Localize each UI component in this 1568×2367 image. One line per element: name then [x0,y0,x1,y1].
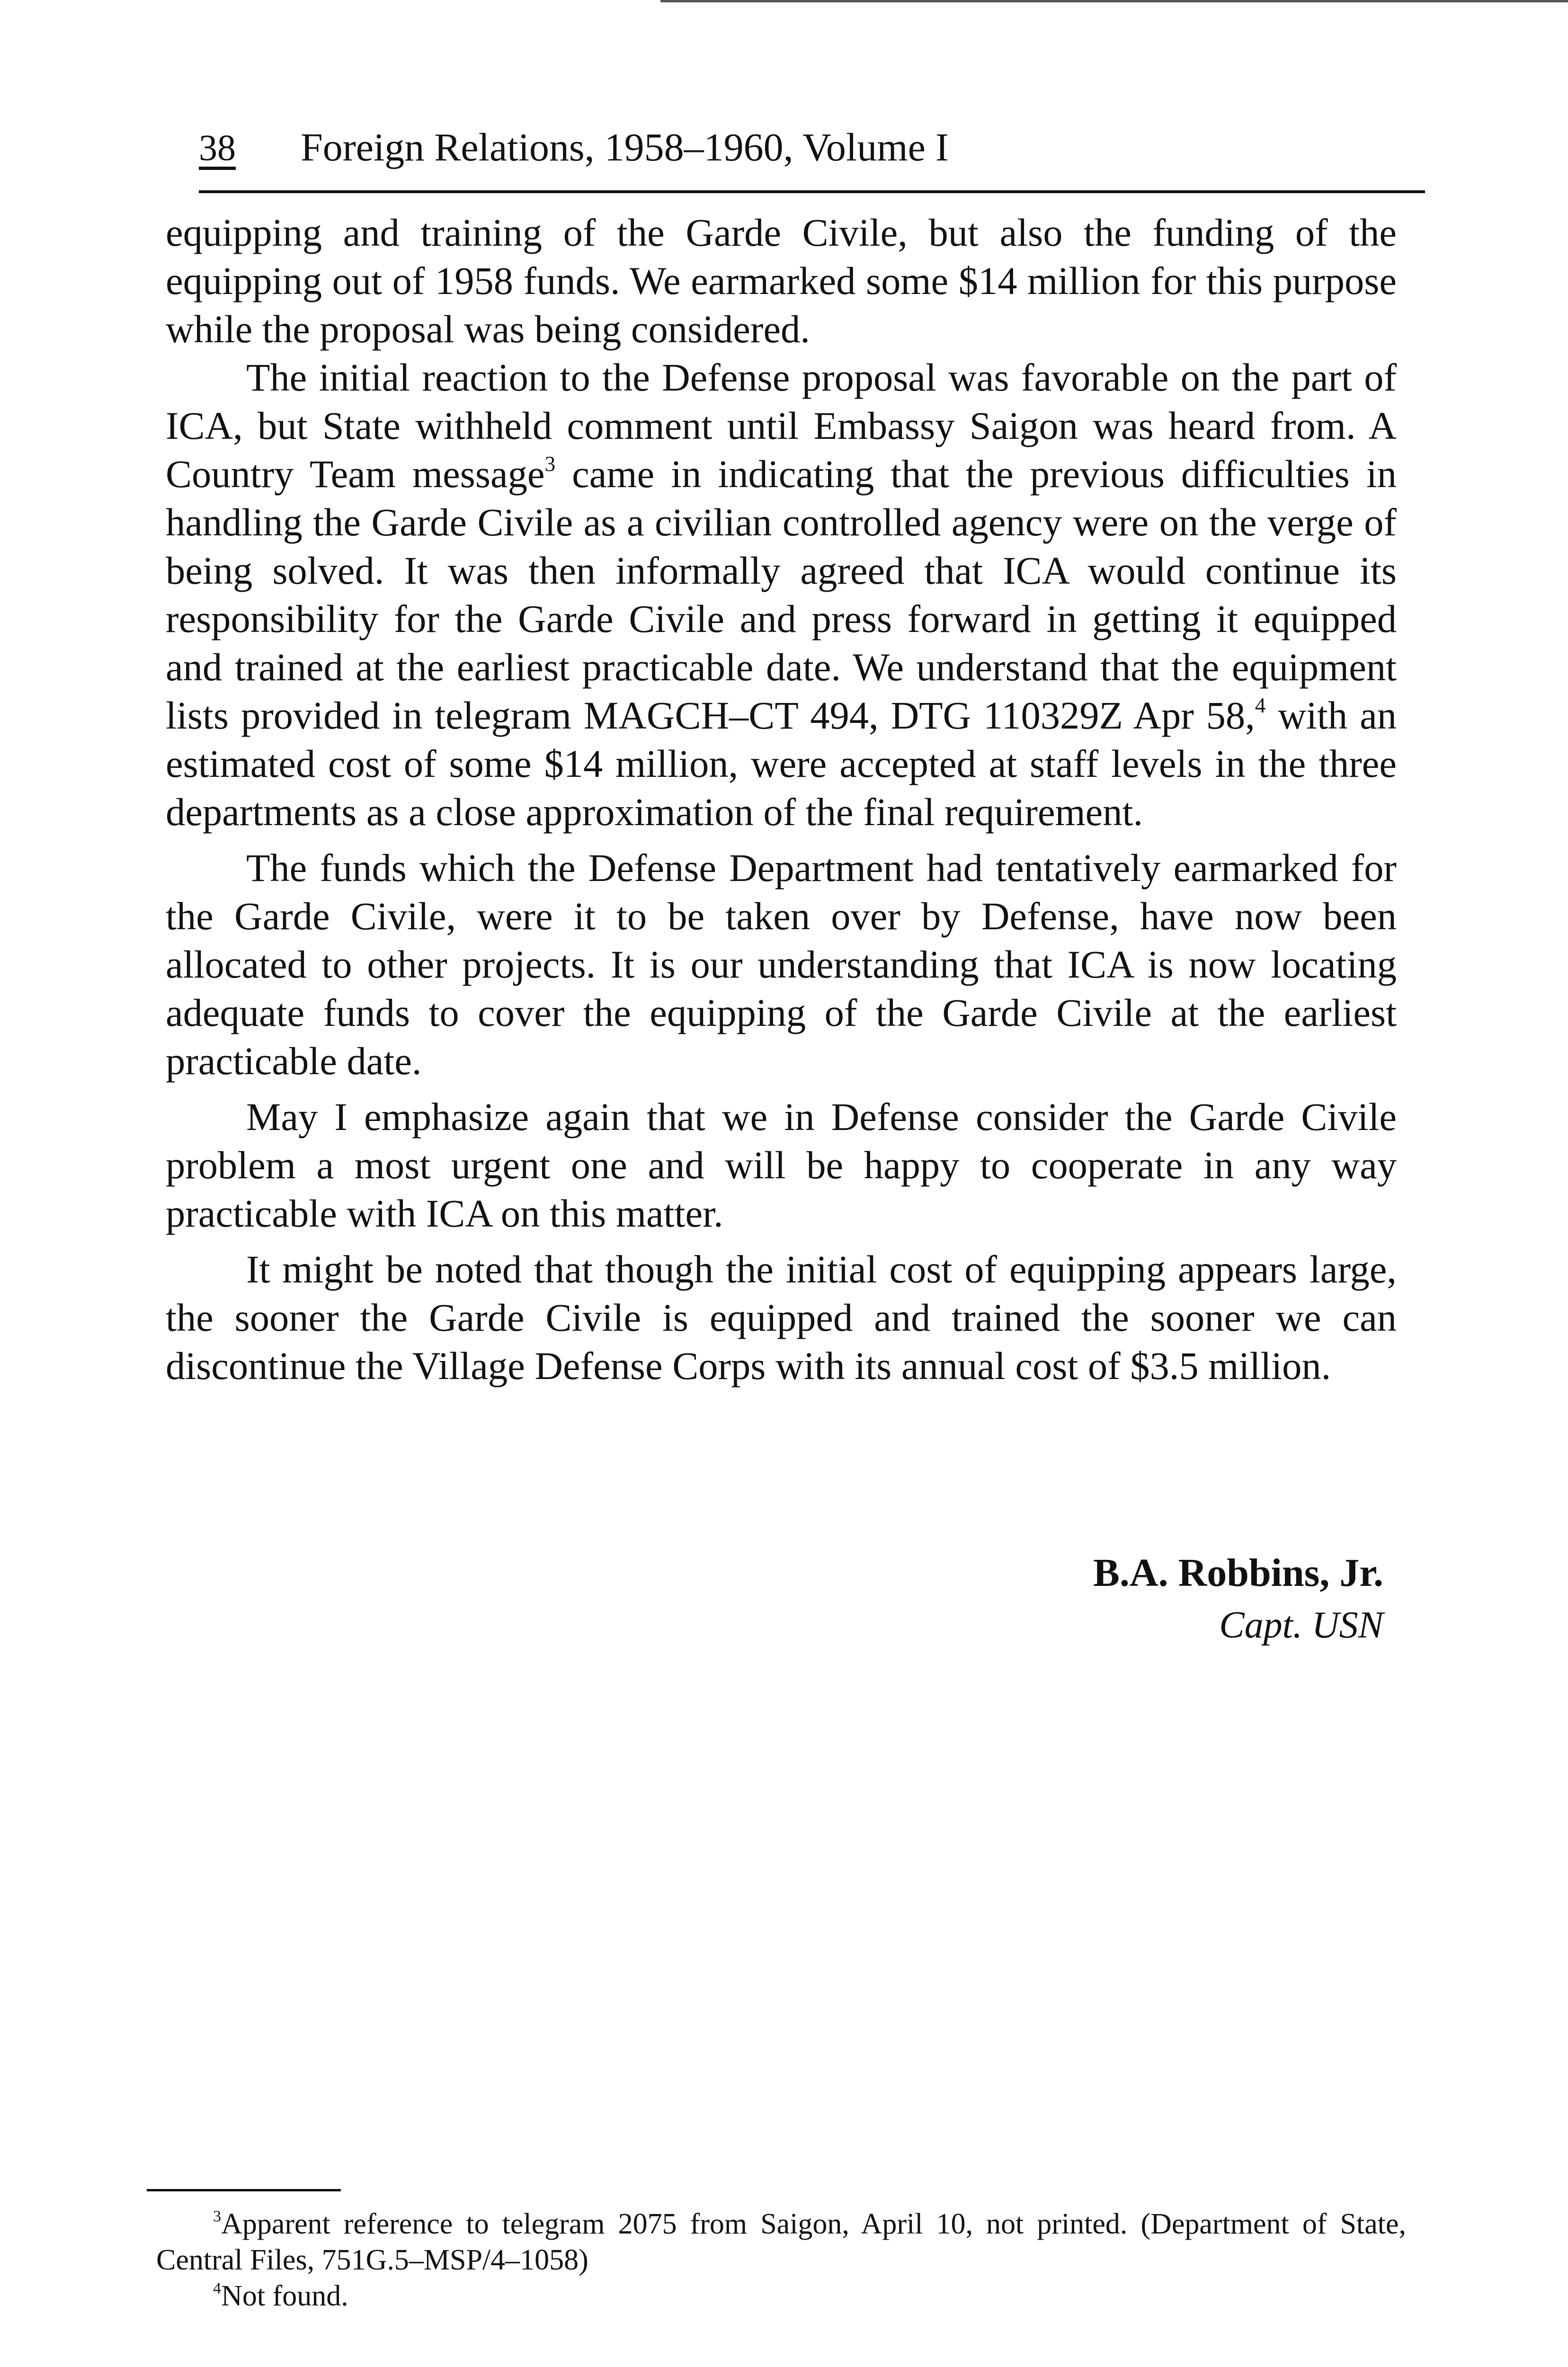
paragraph-4-text: May I emphasize again that we in Defense consider the Garde Civile problem a most urgent one and will be happy to cooperate in any way practicable with ICA on this matter. [166,1095,1397,1235]
footnote-4-marker: 4 [213,2279,222,2297]
paragraph-1 [166,208,1397,353]
scan-top-edge [660,0,1568,2]
paragraph-3-text: The funds which the Defense Department had tentatively earmarked for the Garde Civile, were it to be taken over by Defense, have now been allocated to other projects. It is our understanding that ICA is now locating adequate funds to cover the equipping of the Garde Civile at the earliest practicable date. [166,846,1397,1083]
signature-block [1093,1547,1383,1651]
footnotes [156,2206,1406,2314]
signatory-title: Capt. USN [1219,1604,1383,1646]
footnote-4-text: Not found. [221,2280,348,2312]
header-rule [199,190,1425,193]
paragraph-1-text: equipping and training of the Garde Civile, but also the funding of the equipping out of 1958 funds. We earmarked some $14 million for this purpose while the proposal was being considered. [166,211,1397,351]
footnote-3 [156,2206,1406,2278]
footnote-ref-4[interactable]: 4 [1255,693,1266,717]
paragraph-2-text-b: came in indicating that the previous difficulties in handling the Garde Civile as a civilian controlled agency were on the verge of being solved. It was then informally agreed that ICA would continue its responsibility for the Garde Civile and press forward in getting it equipped and trained at the earliest practicable date. We understand that the equipment lists provided in telegram MAGCH–CT 494, DTG 110329Z Apr 58, [166,452,1397,737]
paragraph-2-text-a: The initial reaction to the Defense proposal was favorable on the part of ICA, but State withheld comment until Embassy Saigon was heard from. A Country Team message [166,356,1397,496]
paragraph-4 [166,1093,1397,1237]
footnote-rule [147,2189,341,2191]
document-body [166,208,1397,1390]
paragraph-3 [166,844,1397,1085]
footnote-4 [156,2278,1406,2314]
running-header [199,124,1425,195]
running-title: Foreign Relations, 1958–1960, Volume I [301,125,949,169]
page-number: 38 [199,127,236,168]
footnote-3-text: Apparent reference to telegram 2075 from Saigon, April 10, not printed. (Department of State, Central Files, 751G.5–MSP/4–1058) [156,2208,1406,2276]
footnote-3-marker: 3 [213,2207,222,2225]
footnote-ref-3[interactable]: 3 [544,452,556,476]
paragraph-5 [166,1245,1397,1390]
signatory-name: B.A. Robbins, Jr. [1093,1551,1383,1595]
paragraph-2 [166,353,1397,836]
paragraph-5-text: It might be noted that though the initial cost of equipping appears large, the sooner the Garde Civile is equipped and trained the sooner we can discontinue the Village Defense Corps with its annual cost of $3.5 million. [166,1247,1397,1388]
paragraph-2-text-c: with an estimated cost of some $14 million, were accepted at staff levels in the three departments as a close approximation of the final requirement. [166,694,1397,834]
